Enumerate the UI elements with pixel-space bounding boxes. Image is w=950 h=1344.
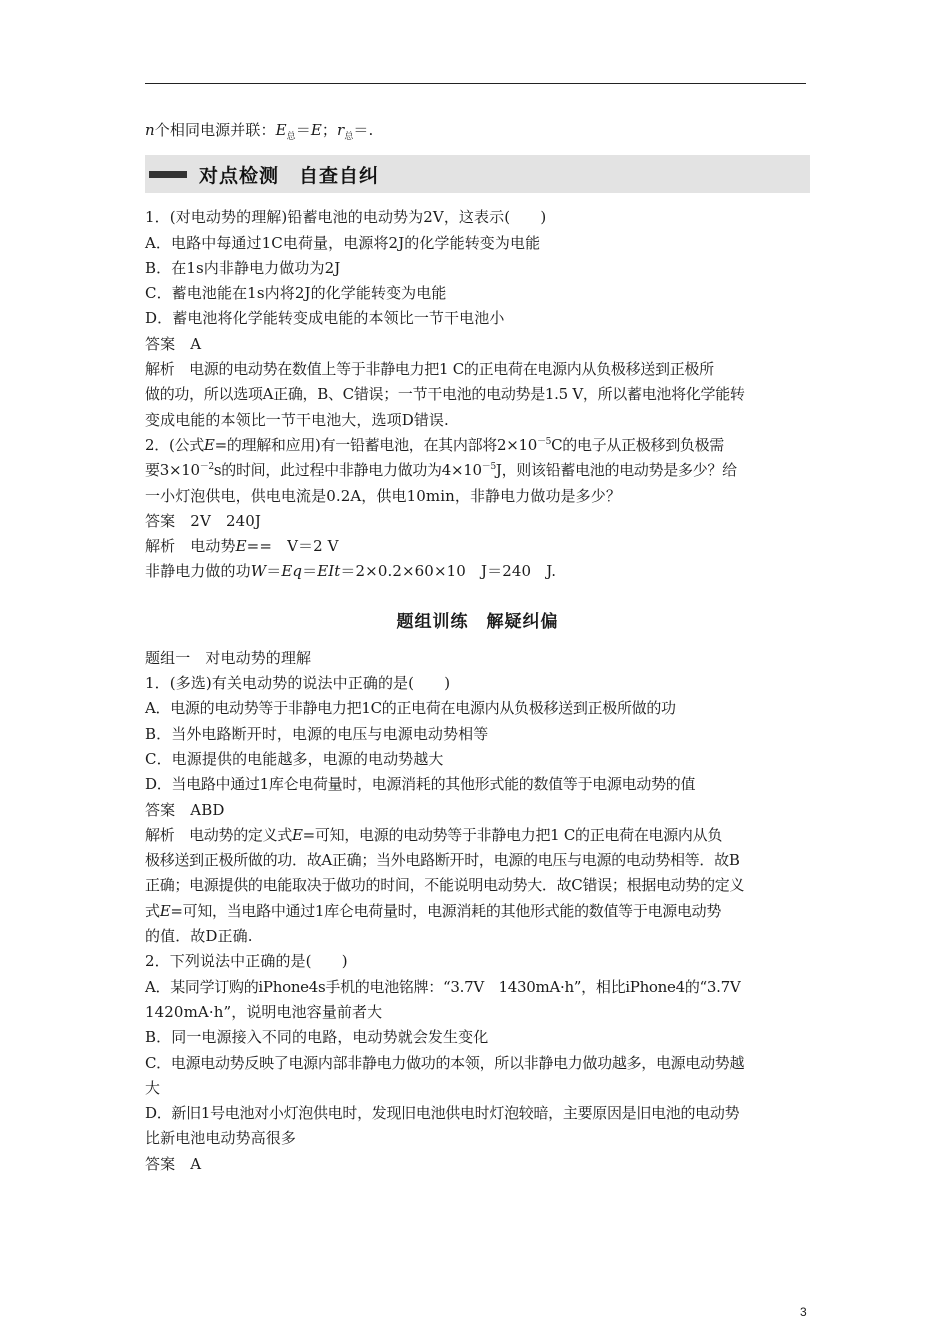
g1q2-option-b: B．同一电源接入不同的电路，电动势就会发生变化 [145, 1028, 489, 1047]
g1q1-option-b: B．当外电路断开时，电源的电压与电源电动势相等 [145, 724, 489, 743]
section-banner [145, 155, 810, 193]
q2-stem-line: 一小灯泡供电，供电电流是0.2A，供电10min，非静电力做功是多少？ [145, 486, 621, 505]
header-rule [145, 83, 806, 84]
q2-explanation-line: 非静电力做的功W＝Eq＝EIt＝2×0.2×60×10 J＝240 J. [145, 562, 557, 581]
banner-bar-icon [149, 171, 187, 178]
q1-explanation-line: 做的功，所以选项A正确，B、C错误；一节干电池的电动势是1.5 V，所以蓄电池将化学能转 [145, 385, 745, 404]
g1q1-explanation-line: 式E=可知，当电路中通过1库仑电荷量时，电源消耗的其他形式能的数值等于电源电动势 [145, 901, 722, 920]
g1q2-option-c: C．电源电动势反映了电源内部非静电力做功的本领，所以非静电力做功越多，电源电动势越 [145, 1053, 745, 1072]
g1q1-explanation-line: 解析 电动势的定义式E=可知，电源的电动势等于非静电力把1 C的正电荷在电源内从负 [145, 825, 723, 844]
g1q1-option-d: D．当电路中通过1库仑电荷量时，电源消耗的其他形式能的数值等于电源电动势的值 [145, 775, 696, 794]
section-title: 题组训练 解疑纠偏 [396, 611, 559, 632]
q2-answer: 答案 2V 240J [145, 511, 262, 530]
g1q1-explanation-line: 极移送到正极所做的功．故A正确；当外电路断开时，电源的电压与电源的电动势相等．故B [145, 851, 740, 870]
g1q1-option-c: C．电源提供的电能越多，电源的电动势越大 [145, 749, 444, 768]
q1-option-d: D．蓄电池将化学能转变成电能的本领比一节干电池小 [145, 309, 505, 328]
q1-explanation-line: 变成电能的本领比一节干电池大，选项D错误. [145, 410, 449, 429]
q2-explanation-line: 解析 电动势E== V＝2 V [145, 537, 339, 556]
q1-option-c: C．蓄电池能在1s内将2J的化学能转变为电能 [145, 284, 447, 303]
g1q2-option-a: A．某同学订购的iPhone4s手机的电池铭牌：“3.7V 1430mA·h”，相比iPhone4的“3.7V [145, 977, 741, 996]
question-2 [145, 433, 810, 585]
page-content [145, 118, 810, 1177]
q2-stem-line: 要$3\times 10^{-2}s$的时间，此过程中非静电力做功为$4\times 10^{-5}J$，则该铅蓄电池的电动势是多少？给 [145, 461, 737, 480]
q2-stem-line: 2．(公式E=的理解和应用)有一铅蓄电池，在其内部将$2\times 10^{-5}C$的电子从正极移到负极需 [145, 435, 725, 454]
group-title: 题组一 对电动势的理解 [145, 648, 312, 667]
q1-explanation-line: 解析 电源的电动势在数值上等于非静电力把1 C的正电荷在电源内从负极移送到正极所 [145, 360, 714, 379]
g1q1-answer: 答案 ABD [145, 800, 225, 819]
q1-option-a: A．电路中每通过1C电荷量，电源将2J的化学能转变为电能 [145, 233, 541, 252]
intro-line: n个相同电源并联：$E_总=E$；$r_总=$. [145, 121, 374, 142]
g1q2-answer: 答案 A [145, 1154, 202, 1173]
q1-stem: 1．(对电动势的理解)铅蓄电池的电动势为2V，这表示( ) [145, 208, 547, 227]
q1-option-b: B．在1s内非静电力做功为2J [145, 258, 341, 277]
g1q1-stem: 1．(多选)有关电动势的说法中正确的是( ) [145, 674, 451, 693]
g1q1-explanation-line: 的值．故D正确. [145, 927, 253, 946]
g1q2-option-a-cont: 1420mA·h”，说明电池容量前者大 [145, 1002, 383, 1021]
page-number: 3 [800, 1305, 807, 1319]
question-1 [145, 205, 810, 433]
banner-title: 对点检测 自查自纠 [199, 164, 380, 187]
g1q2-stem: 2．下列说法中正确的是( ) [145, 952, 348, 971]
g1q2-option-d: D．新旧1号电池对小灯泡供电时，发现旧电池供电时灯泡较暗，主要原因是旧电池的电动势 [145, 1104, 740, 1123]
g1q2-option-d-cont: 比新电池电动势高很多 [145, 1129, 297, 1148]
g1q1-explanation-line: 正确；电源提供的电能取决于做功的时间，不能说明电动势大．故C错误；根据电动势的定义 [145, 876, 745, 895]
g1q2-option-c-cont: 大 [145, 1078, 161, 1097]
g1q1-option-a: A．电源的电动势等于非静电力把1C的正电荷在电源内从负极移送到正极所做的功 [145, 699, 676, 718]
group-1 [145, 646, 810, 1177]
q1-answer: 答案 A [145, 334, 202, 353]
